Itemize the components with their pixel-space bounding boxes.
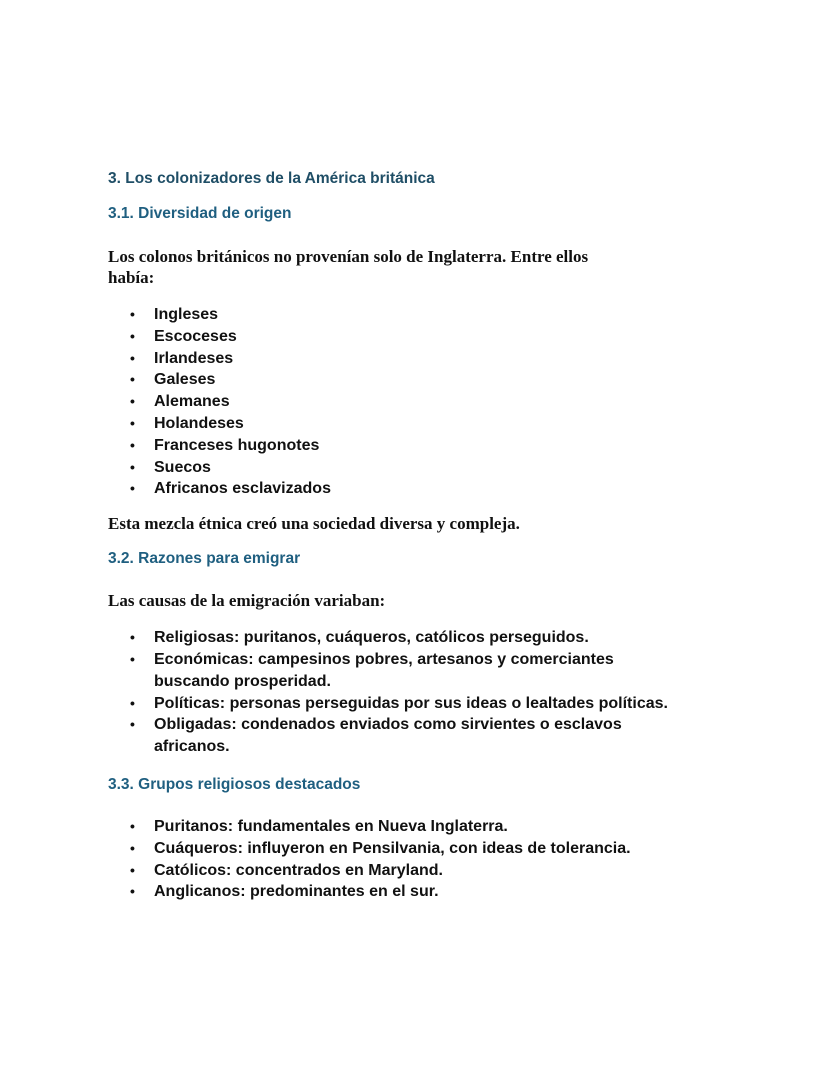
bullet-icon: • <box>130 480 135 497</box>
list-item: • Africanos esclavizados <box>108 478 668 500</box>
document-page <box>108 168 708 903</box>
bullet-icon: • <box>130 458 135 475</box>
list-item: • Suecos <box>108 457 668 479</box>
bullet-icon: • <box>130 327 135 344</box>
list-item: • Cuáqueros: influyeron en Pensilvania, con ideas de tolerancia. <box>108 838 668 860</box>
list-item: • Anglicanos: predominantes en el sur. <box>108 881 668 903</box>
bullet-icon: • <box>130 839 135 856</box>
section-3-2-heading: 3.2. Razones para emigrar <box>108 550 301 568</box>
section-3-1-intro: Los colonos británicos no provenían solo de Inglaterra. Entre ellos había: <box>108 247 589 287</box>
list-item: • Franceses hugonotes <box>108 435 668 457</box>
bullet-icon: • <box>130 716 135 733</box>
section-3-heading: 3. Los colonizadores de la América británica <box>108 170 435 187</box>
section-3-1-heading: 3.1. Diversidad de origen <box>108 205 292 222</box>
list-item: • Galeses <box>108 369 668 391</box>
list-item: • Puritanos: fundamentales en Nueva Inglaterra. <box>108 816 668 838</box>
bullet-icon: • <box>130 349 135 366</box>
bullet-icon: • <box>130 883 135 900</box>
origin-list <box>108 304 668 500</box>
bullet-icon: • <box>130 861 135 878</box>
bullet-icon: • <box>130 393 135 410</box>
reasons-list <box>108 627 668 758</box>
bullet-icon: • <box>130 306 135 322</box>
bullet-icon: • <box>130 414 135 431</box>
list-item: • Económicas: campesinos pobres, artesanos y comerciantes buscando prosperidad. <box>130 650 614 690</box>
list-item: • Holandeses <box>108 413 668 435</box>
list-item: • Ingleses <box>108 304 668 326</box>
religious-groups-list <box>108 816 668 903</box>
section-3-3-heading: 3.3. Grupos religiosos destacados <box>108 775 361 793</box>
bullet-icon: • <box>130 629 135 646</box>
list-item: • Católicos: concentrados en Maryland. <box>108 860 668 882</box>
bullet-icon: • <box>130 436 135 453</box>
bullet-icon: • <box>130 694 135 711</box>
list-item: • Religiosas: puritanos, cuáqueros, católicos perseguidos. <box>108 627 668 649</box>
list-item: • Escoceses <box>108 326 668 348</box>
list-item: • Políticas: personas perseguidas por sus ideas o lealtades políticas. <box>108 693 668 715</box>
list-item: • Irlandeses <box>108 348 668 370</box>
list-item: • Alemanes <box>108 391 668 413</box>
list-item: • Obligadas: condenados enviados como sirvientes o esclavos africanos. <box>130 716 622 756</box>
bullet-icon: • <box>130 650 135 667</box>
bullet-icon: • <box>130 371 135 388</box>
bullet-icon: • <box>130 817 135 834</box>
section-3-1-closing: Esta mezcla étnica creó una sociedad diversa y compleja. <box>108 514 520 534</box>
section-3-2-intro: Las causas de la emigración variaban: <box>108 591 386 611</box>
